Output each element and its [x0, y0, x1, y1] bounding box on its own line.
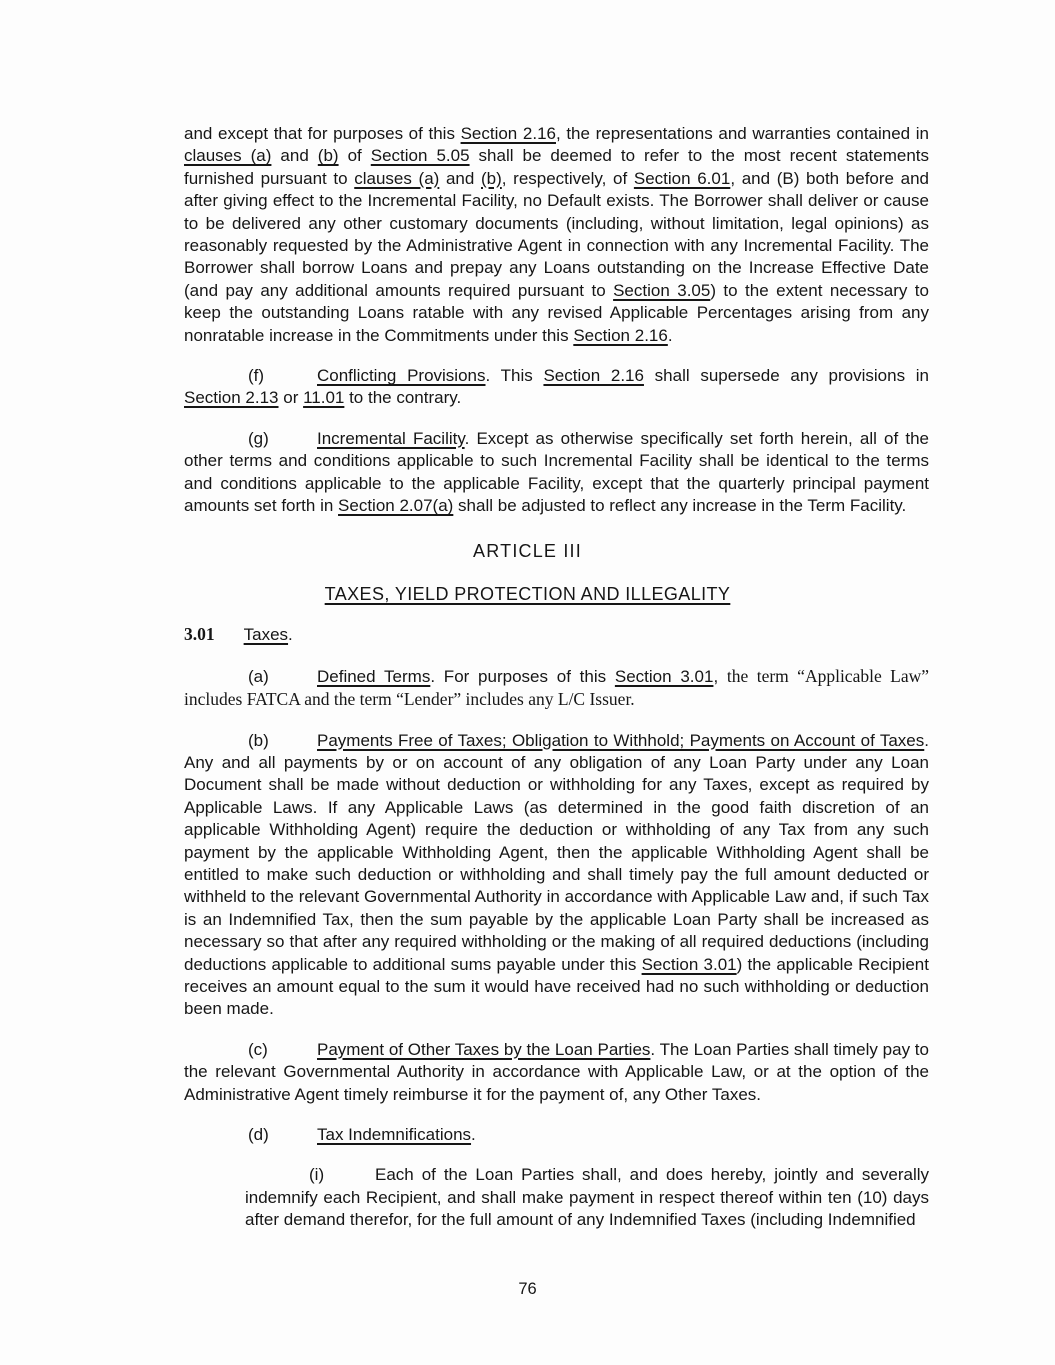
section-reference: Incremental Facility: [317, 428, 465, 448]
section-reference: Section 2.13: [184, 388, 279, 408]
text-run: .: [667, 325, 673, 345]
paragraph-label: (a): [248, 666, 269, 686]
text-run: the term “Applicable Law” includes FATCA and the term “Lender” includes any L/C Issuer.: [184, 665, 929, 710]
section-reference: (b): [481, 168, 502, 188]
section-reference: Payment of Other Taxes by the Loan Parties: [317, 1039, 651, 1059]
text-run: shall be adjusted to reflect any increase in the Term Facility.: [453, 496, 907, 516]
section-reference: (b): [317, 146, 339, 166]
text-run: , and (B) both before and after giving effect to the Incremental Facility, no Default exists. The Borrower shall deliver or cause to be delivered any other customary documents (including, without limitation, legal opinions) as reasonably requested by the Administrative Agent in connection with any Incremental Facility. The Borrower shall borrow Loans and prepay any Loans outstanding on the Increase Effective Date (and pay any additional amounts required pursuant to: [184, 168, 930, 300]
clause-d-i: [245, 1164, 929, 1231]
clause-d: [184, 1124, 929, 1146]
section-reference: Section 3.01: [614, 666, 714, 686]
text-run: 3.01: [184, 624, 215, 645]
text-run: and except that for purposes of this: [184, 124, 461, 143]
text-run: .: [471, 1125, 476, 1145]
paragraph-label: (f): [248, 366, 265, 386]
text-run: Each of the Loan Parties shall, and does hereby, jointly and severally indemnify each Recipient, and shall make payment in respect thereof within ten (10) days after demand therefor, for the full amount of any Indemnified Taxes (including Indemnified: [245, 1165, 929, 1230]
article-iii-title: TAXES, YIELD PROTECTION AND ILLEGALITY: [324, 583, 731, 604]
section-reference: Section 2.16: [460, 124, 556, 143]
text-run: .: [288, 625, 293, 645]
text-run: ) to the extent necessary to keep the outstanding Loans ratable with any revised Applicable Percentages arising from any nonratable increase in the Commitments under this: [184, 280, 929, 345]
section-reference: Taxes: [243, 625, 289, 645]
text-run: shall be deemed to refer to the most recent statements furnished pursuant to: [184, 146, 930, 188]
section-reference: clauses (a): [184, 146, 272, 166]
text-run: . For purposes of this: [430, 666, 615, 686]
section-reference: Defined Terms: [317, 666, 431, 686]
clause-c: [184, 1039, 929, 1106]
paragraph-label: (d): [248, 1125, 269, 1145]
text-run: . Except as otherwise specifically set forth herein, all of the other terms and conditions applicable to such Incremental Facility shall be identical to the terms and conditions applicable to the applicable Facility, except that the quarterly principal payment amounts set forth in: [184, 428, 929, 516]
paragraph-label: (b): [248, 730, 269, 750]
section-reference: 11.01: [303, 388, 345, 408]
text-run: . This: [485, 366, 544, 386]
clause-f: [184, 365, 929, 410]
section-reference: Section 2.07(a): [338, 496, 454, 516]
section-reference: Conflicting Provisions: [317, 366, 486, 386]
section-reference: Payments Free of Taxes; Obligation to Withhold; Payments on Account of Taxes: [317, 730, 925, 750]
section-reference: Section 3.05: [613, 280, 711, 300]
text-run: and: [439, 168, 481, 188]
article-iii-heading: ARTICLE III: [473, 540, 582, 561]
section-reference: Section 3.01: [641, 954, 737, 974]
paragraph-label: (g): [248, 428, 269, 448]
text-run: and: [271, 146, 318, 166]
text-run: of: [338, 146, 371, 166]
section-reference: Section 5.05: [370, 146, 470, 166]
text-run: ,: [713, 666, 727, 686]
page-number: 76: [518, 1280, 537, 1298]
text-run: , respectively, of: [501, 168, 634, 188]
section-reference: Section 6.01: [633, 168, 731, 188]
text-run: shall supersede any provisions in: [643, 366, 929, 386]
clause-a: [184, 665, 929, 712]
text-run: . The Loan Parties shall timely pay to the relevant Governmental Authority in accordance with Applicable Law, or at the option of the Administrative Agent timely reimburse it for the payment of, any Other Taxes.: [184, 1039, 929, 1104]
paragraph-label: (i): [309, 1165, 325, 1185]
section-reference: Section 2.16: [543, 366, 644, 386]
text-run: . Any and all payments by or on account of any obligation of any Loan Party under any Loan Document shall be made without deduction or withholding for any Taxes, except as required by Applicable Laws. If any Applicable Laws (as determined in the good faith discretion of an applicable Withholding Agent) require the deduction or withholding of any Tax from any such payment by the applicable Withholding Agent, then the applicable Withholding Agent shall be entitled to make such deduction or withholding and shall timely pay the full amount deducted or withheld to the relevant Governmental Authority in accordance with Applicable Law and, if such Tax is an Indemnified Tax, then the sum payable by the applicable Loan Party shall be increased as necessary so that after any required withholding or the making of all required deductions (including deductions applicable to additional sums payable under this: [184, 730, 929, 974]
clause-g: [184, 428, 929, 518]
section-reference: Tax Indemnifications: [317, 1125, 472, 1145]
section-reference: Section 2.16: [573, 325, 668, 345]
clause-b: [184, 730, 929, 1021]
section-reference: clauses (a): [354, 168, 440, 188]
text-run: or: [278, 388, 304, 408]
continuation-paragraph: [184, 123, 929, 347]
text-run: ) the applicable Recipient receives an amount equal to the sum it would have received had no such withholding or deduction been made.: [184, 954, 929, 1019]
section-3-01-heading: [184, 623, 929, 646]
paragraph-label: (c): [248, 1039, 268, 1059]
text-run: , the representations and warranties contained in: [555, 124, 929, 143]
text-run: to the contrary.: [344, 388, 462, 408]
